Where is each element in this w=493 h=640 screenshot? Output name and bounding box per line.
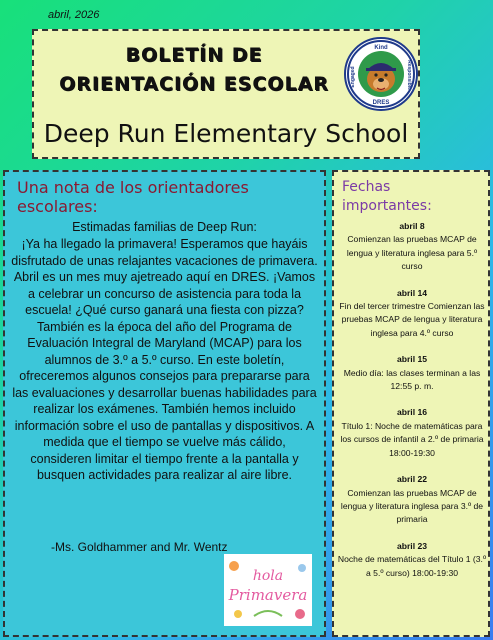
event-item <box>336 473 488 527</box>
event-item <box>336 540 488 580</box>
title-line-2: ORIENTACIÓN ESCOLAR <box>59 73 329 95</box>
note-body: ¡Ya ha llegado la primavera! Esperamos que hayáis disfrutado de unas relajantes vacaciones de primavera. Abril es un mes muy ajetreado aquí en DRES. ¡Vamos a celebrar un concurso de asistencia para toda la escuela! ¿Qué curso ganará una fiesta con pizza? También es la época del año del Programa de Evaluación Integral de Maryland (MCAP) para los alumnos de 3.º a 5.º curso. En este boletín, ofreceremos algunos consejos para prepararse para las evaluaciones y desarrollar buenas habilidades para realizar los exámenes. También hemos incluido información sobre el uso de pantallas y dispositivos. A medida que el tiempo se vuelve más cálido, consideren limitar el tiempo frente a la pantalla y busquen actividades para realizar al aire libre. <box>11 237 318 482</box>
event-date: abril 23 <box>396 540 428 551</box>
note-greeting: Estimadas familias de Deep Run: <box>72 220 257 234</box>
spring-flowers-icon <box>224 554 312 626</box>
event-text: Medio día: las clases terminan a las 12:55 p. m. <box>343 367 481 392</box>
school-logo <box>344 37 418 111</box>
logo-bottom-text: DRES <box>372 100 390 106</box>
event-item <box>336 220 488 274</box>
event-text: Fin del tercer trimestre Comienzan las pruebas MCAP de lengua y literatura inglesa para 4.º curso <box>339 301 485 338</box>
newsletter-date: abril, 2026 <box>48 9 100 21</box>
event-date: abril 14 <box>396 287 428 298</box>
event-date: abril 16 <box>396 407 428 418</box>
event-date: abril 15 <box>396 354 428 365</box>
event-text: Comienzan las pruebas MCAP de lengua y literatura inglesa para 5.º curso <box>346 234 478 272</box>
dog-mascot-icon <box>346 39 416 109</box>
event-text: Comienzan las pruebas MCAP de lengua y literatura inglesa para 3.º de primaria <box>340 487 484 525</box>
event-text: Título 1: Noche de matemáticas para los cursos de infantil a 2.º de primaria 18:00-19:30 <box>340 420 484 458</box>
event-text: Noche de matemáticas del Título 1 (3.º a 5.º curso) 18:00-19:30 <box>337 554 487 578</box>
title-line-1: BOLETÍN DE <box>125 44 263 66</box>
logo-right-text: Responsible <box>406 60 412 90</box>
note-heading: Una nota de los orientadores escolares: <box>17 178 249 216</box>
event-date: abril 22 <box>396 474 428 485</box>
events-list <box>336 220 488 593</box>
primavera-text: Primavera <box>228 586 308 604</box>
event-item <box>336 406 488 460</box>
logo-left-text: Engaged <box>350 66 356 88</box>
newsletter-header <box>32 29 420 159</box>
hola-primavera-image <box>224 554 312 626</box>
counselor-note-panel <box>3 170 326 637</box>
hola-text: hola <box>252 568 284 584</box>
school-name: Deep Run Elementary School <box>43 119 409 148</box>
event-item <box>336 287 488 341</box>
event-item <box>336 353 488 393</box>
newsletter-title <box>44 41 344 99</box>
note-signature: -Ms. Goldhammer and Mr. Wentz <box>51 540 228 554</box>
dates-heading: Fechas importantes: <box>342 179 432 214</box>
important-dates-panel <box>332 170 490 637</box>
event-date: abril 8 <box>399 221 425 231</box>
logo-top-text: Kind <box>374 45 388 51</box>
